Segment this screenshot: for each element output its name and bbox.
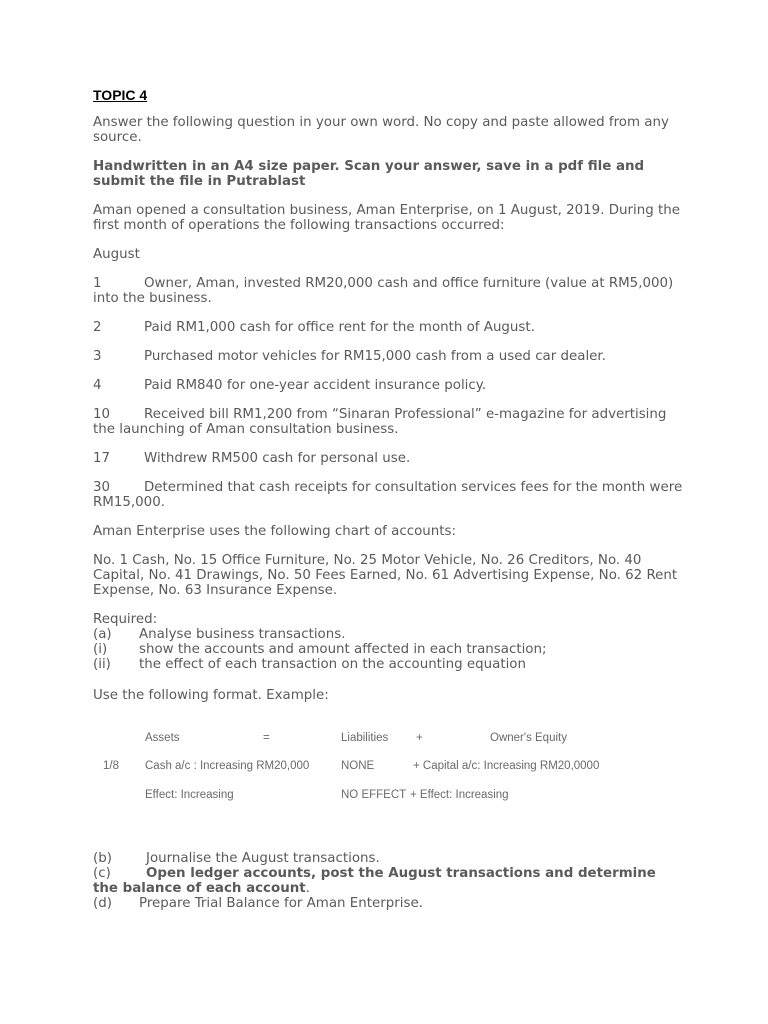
transaction-day: 2 — [93, 320, 102, 335]
transaction-item — [93, 378, 683, 393]
transaction-text: Withdrew RM500 cash for personal use. — [144, 451, 411, 466]
example-header-equals: = — [263, 732, 270, 744]
example-header-liabilities: Liabilities — [341, 732, 389, 744]
example-owner-effect: + Effect: Increasing — [410, 789, 509, 801]
transaction-text: Paid RM1,000 cash for office rent for the month of August. — [144, 320, 535, 335]
required-item — [93, 642, 683, 657]
example-assets-effect: Effect: Increasing — [145, 789, 234, 801]
transaction-list — [93, 276, 683, 510]
transaction-text: Purchased motor vehicles for RM15,000 cash from a used car dealer. — [144, 349, 606, 364]
transaction-item — [93, 276, 683, 306]
example-liabilities-effect: NO EFFECT — [341, 789, 407, 801]
example-date: 1/8 — [103, 760, 119, 772]
part-b — [93, 851, 683, 866]
required-item-label: (i) — [93, 642, 108, 657]
part-d-text: Prepare Trial Balance for Aman Enterprise. — [139, 896, 423, 911]
transaction-day: 3 — [93, 349, 102, 364]
part-b-label: (b) — [93, 851, 112, 866]
example-header-assets: Assets — [145, 732, 180, 744]
transaction-text: Determined that cash receipts for consultation services fees for the month were RM15,000. — [93, 480, 683, 510]
required-item — [93, 627, 683, 642]
transaction-text: Paid RM840 for one-year accident insurance policy. — [144, 378, 487, 393]
required-item-text: the effect of each transaction on the accounting equation — [139, 657, 526, 672]
transaction-day: 30 — [93, 480, 111, 495]
transaction-item — [93, 480, 683, 510]
example-liabilities-entry: NONE — [341, 760, 375, 772]
transaction-text: Received bill RM1,200 from “Sinaran Professional” e-magazine for advertising the launching of Aman consultation business. — [93, 407, 667, 437]
scenario-text: Aman opened a consultation business, Aman Enterprise, on 1 August, 2019. During the first month of operations the following transactions occurred: — [93, 203, 680, 233]
month-label: August — [93, 247, 140, 262]
transaction-item — [93, 320, 683, 335]
required-item-text: Analyse business transactions. — [139, 627, 346, 642]
example-header-plus: + — [416, 732, 423, 744]
part-c-period: . — [305, 881, 310, 896]
required-label: Required: — [93, 612, 158, 627]
transaction-item — [93, 349, 683, 364]
part-c — [93, 866, 683, 896]
transaction-item — [93, 407, 683, 437]
part-b-text: Journalise the August transactions. — [146, 851, 380, 866]
required-item-text: show the accounts and amount affected in each transaction; — [139, 642, 547, 657]
example-owner-entry: + Capital a/c: Increasing RM20,0000 — [413, 760, 600, 772]
example-assets-entry: Cash a/c : Increasing RM20,000 — [145, 760, 310, 772]
transaction-day: 4 — [93, 378, 102, 393]
topic-heading: TOPIC 4 — [93, 87, 148, 103]
required-item-label: (a) — [93, 627, 112, 642]
required-section — [93, 612, 683, 672]
transaction-text: Owner, Aman, invested RM20,000 cash and office furniture (value at RM5,000) into the business. — [93, 276, 674, 306]
transaction-day: 1 — [93, 276, 102, 291]
chart-intro-text: Aman Enterprise uses the following chart of accounts: — [93, 524, 456, 539]
example-format-image — [93, 723, 683, 833]
example-header-owners-equity: Owner's Equity — [490, 732, 567, 744]
transaction-item — [93, 451, 683, 466]
format-intro-text: Use the following format. Example: — [93, 688, 329, 703]
part-d-label: (d) — [93, 896, 112, 911]
chart-of-accounts-text: No. 1 Cash, No. 15 Office Furniture, No. 25 Motor Vehicle, No. 26 Creditors, No. 40 Capital, No. 41 Drawings, No. 50 Fees Earned, No. 61 Advertising Expense, No. 62 Rent Expense, No. 63 Insurance Expense. — [93, 553, 678, 598]
part-d — [93, 896, 683, 911]
intro-text: Answer the following question in your own word. No copy and paste allowed from any source. — [93, 115, 669, 145]
transaction-day: 10 — [93, 407, 111, 422]
required-item — [93, 657, 683, 672]
document-page — [93, 88, 683, 911]
part-c-text: Open ledger accounts, post the August transactions and determine the balance of each account — [93, 866, 656, 896]
required-item-label: (ii) — [93, 657, 111, 672]
transaction-day: 17 — [93, 451, 111, 466]
part-c-label: (c) — [93, 866, 111, 881]
instruction-text: Handwritten in an A4 size paper. Scan your answer, save in a pdf file and submit the file in Putrablast — [93, 159, 645, 189]
